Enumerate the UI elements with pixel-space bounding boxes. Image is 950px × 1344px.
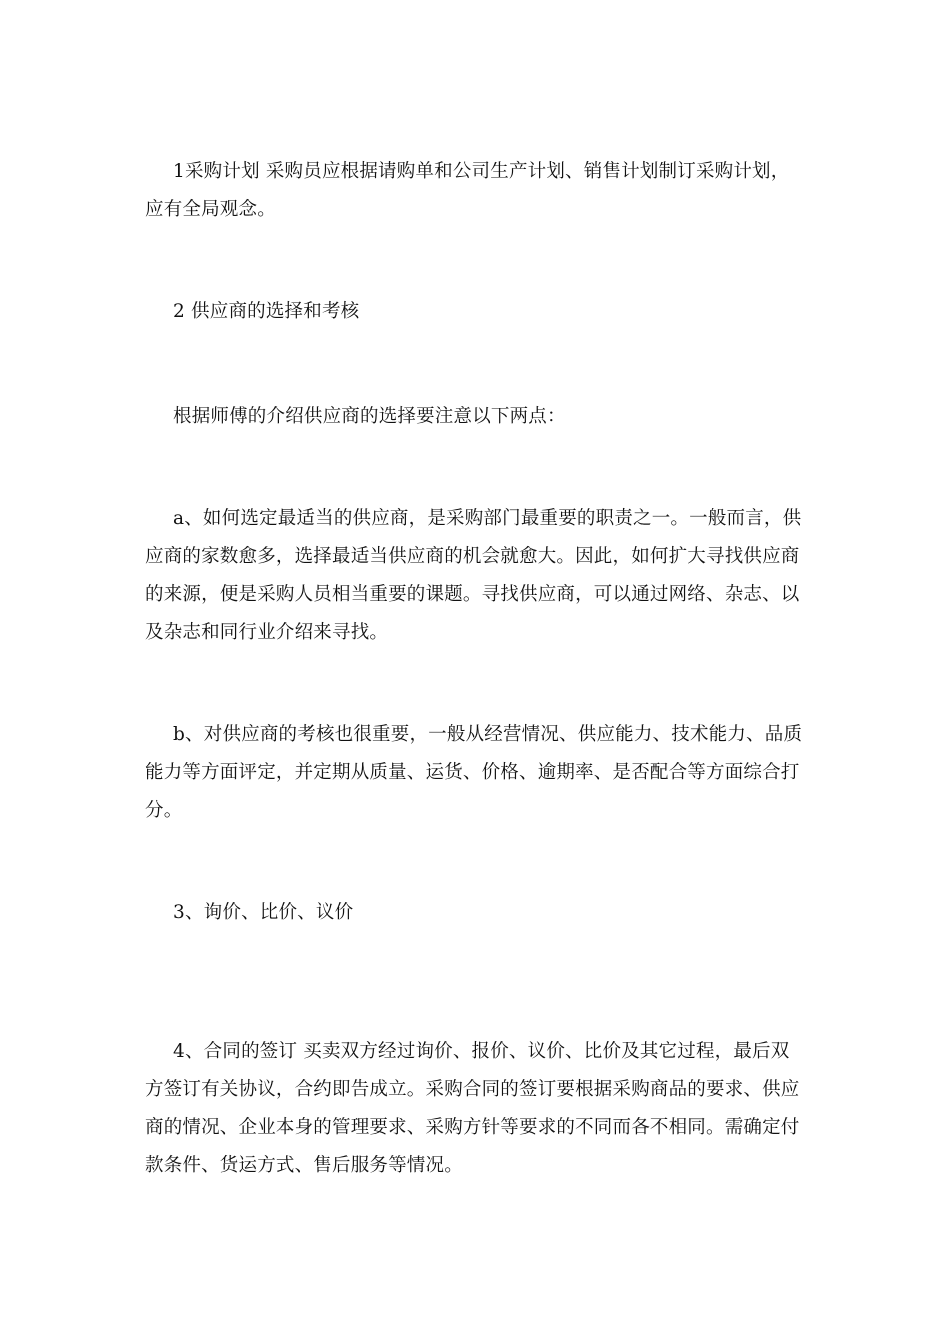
heading-inquiry-pricing: 3、询价、比价、议价 bbox=[173, 902, 354, 923]
paragraph-selection-intro: 根据师傅的介绍供应商的选择要注意以下两点： bbox=[173, 406, 566, 427]
paragraph-contract-signing: 4、合同的签订 买卖双方经过询价、报价、议价、比价及其它过程，最后双方签订有关协议，合约即告成立。采购合同的签订要根据采购商品的要求、供应商的情况、企业本身的管理要求、采购方针等要求的不同而各不相同。需确定付款条件、货运方式、售后服务等情况。 bbox=[145, 1041, 800, 1176]
paragraph-point-a: a、如何选定最适当的供应商，是采购部门最重要的职责之一。一般而言，供应商的家数愈多，选择最适当供应商的机会就愈大。因此，如何扩大寻找供应商的来源，便是采购人员相当重要的课题。寻找供应商，可以通过网络、杂志、以及杂志和同行业介绍来寻找。 bbox=[145, 508, 802, 643]
heading-supplier-selection: 2 供应商的选择和考核 bbox=[173, 301, 360, 322]
paragraph-purchase-plan: 1采购计划 采购员应根据请购单和公司生产计划、销售计划制订采购计划，应有全局观念。 bbox=[145, 161, 790, 220]
paragraph-point-b: b、对供应商的考核也很重要，一般从经营情况、供应能力、技术能力、品质能力等方面评定，并定期从质量、运货、价格、逾期率、是否配合等方面综合打分。 bbox=[145, 724, 803, 821]
